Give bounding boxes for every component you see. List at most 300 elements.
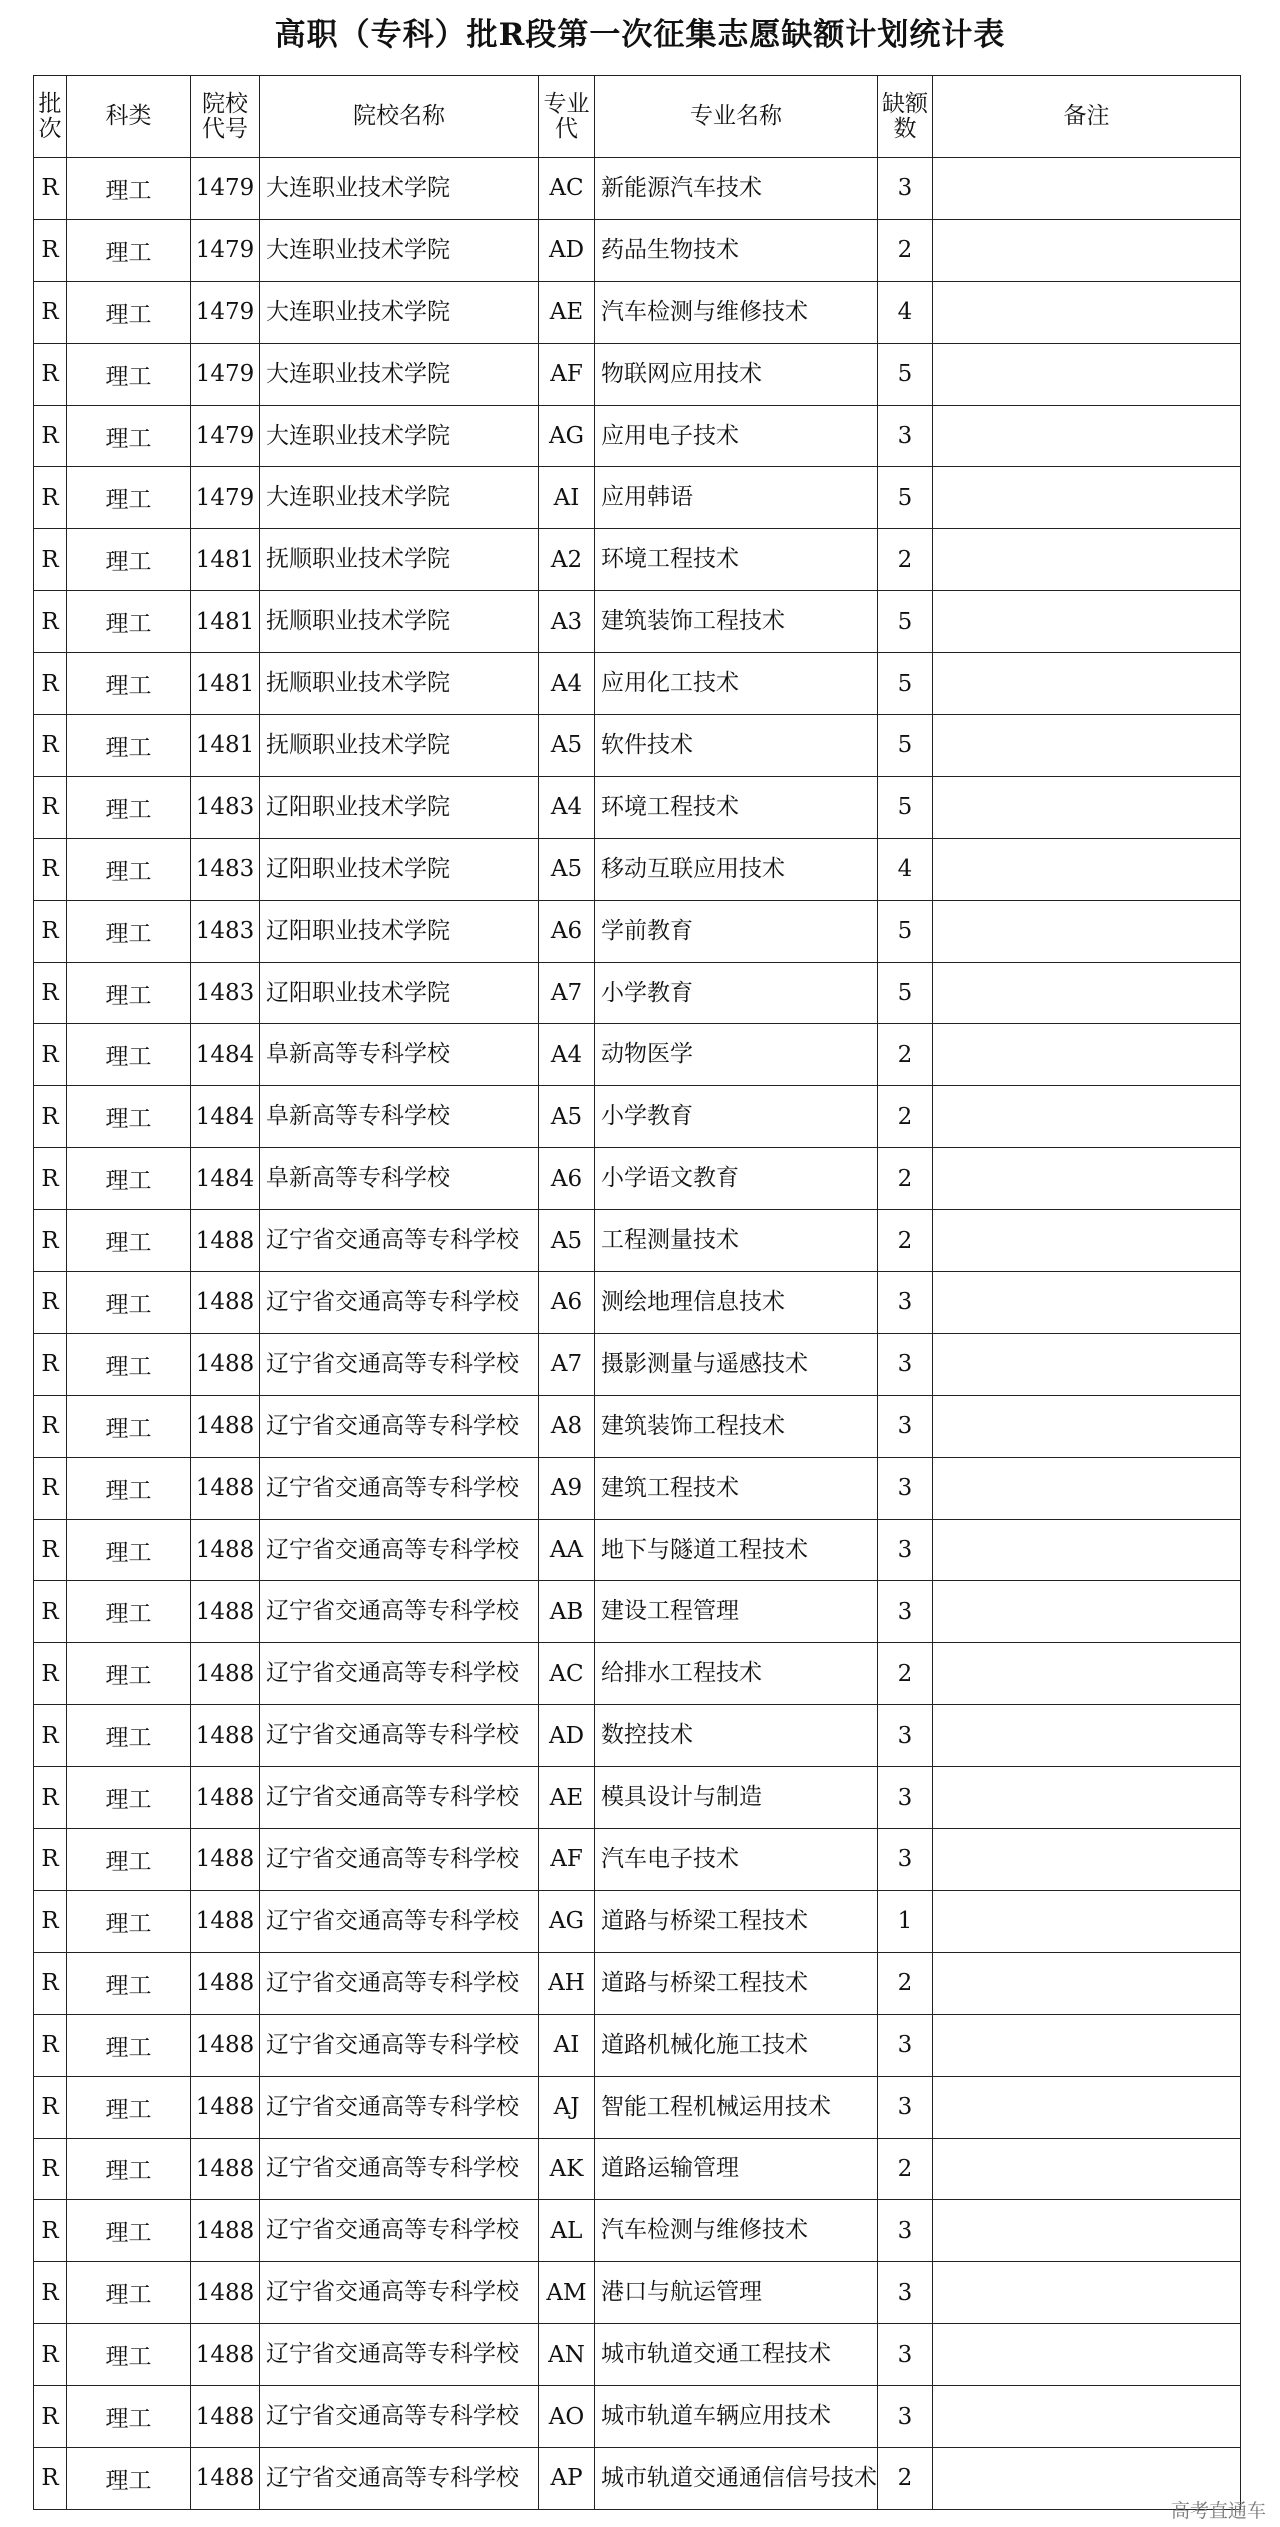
cell-school-code: 1479 (191, 281, 260, 343)
cell-major-code: AE (539, 1767, 595, 1829)
cell-school-name: 辽宁省交通高等专科学校 (260, 2138, 539, 2200)
cell-major-code: A4 (539, 1024, 595, 1086)
cell-major-code: A5 (539, 838, 595, 900)
cell-school-code: 1488 (191, 1395, 260, 1457)
cell-major-code: AD (539, 1705, 595, 1767)
cell-major-code: AA (539, 1519, 595, 1581)
table-row (34, 1148, 1241, 1210)
cell-school-code: 1488 (191, 1890, 260, 1952)
cell-school-code: 1488 (191, 1829, 260, 1891)
cell-vacancies: 2 (878, 1210, 933, 1272)
cell-batch: R (34, 962, 67, 1024)
table-row (34, 1705, 1241, 1767)
cell-category: 理工 (67, 1829, 191, 1891)
cell-major-name: 港口与航运管理 (595, 2262, 878, 2324)
cell-category: 理工 (67, 343, 191, 405)
cell-category: 理工 (67, 2447, 191, 2509)
cell-major-code: AF (539, 343, 595, 405)
cell-remarks (933, 2076, 1241, 2138)
cell-major-name: 小学语文教育 (595, 1148, 878, 1210)
cell-category: 理工 (67, 715, 191, 777)
cell-major-code: AE (539, 281, 595, 343)
cell-major-name: 学前教育 (595, 900, 878, 962)
table-row (34, 1767, 1241, 1829)
cell-school-code: 1488 (191, 1952, 260, 2014)
cell-category: 理工 (67, 1457, 191, 1519)
table-row (34, 2014, 1241, 2076)
cell-major-code: A7 (539, 1333, 595, 1395)
cell-category: 理工 (67, 2138, 191, 2200)
cell-major-name: 药品生物技术 (595, 219, 878, 281)
cell-school-code: 1483 (191, 962, 260, 1024)
cell-major-name: 工程测量技术 (595, 1210, 878, 1272)
cell-vacancies: 3 (878, 2200, 933, 2262)
table-row (34, 1395, 1241, 1457)
cell-batch: R (34, 776, 67, 838)
cell-batch: R (34, 529, 67, 591)
cell-major-code: AO (539, 2386, 595, 2448)
cell-remarks (933, 776, 1241, 838)
cell-major-code: A5 (539, 1210, 595, 1272)
cell-category: 理工 (67, 838, 191, 900)
cell-remarks (933, 405, 1241, 467)
cell-major-name: 移动互联应用技术 (595, 838, 878, 900)
cell-school-code: 1488 (191, 2200, 260, 2262)
cell-category: 理工 (67, 158, 191, 220)
cell-school-code: 1488 (191, 1705, 260, 1767)
cell-major-name: 城市轨道交通工程技术 (595, 2324, 878, 2386)
cell-major-name: 建筑工程技术 (595, 1457, 878, 1519)
cell-major-name: 摄影测量与遥感技术 (595, 1333, 878, 1395)
cell-batch: R (34, 1272, 67, 1334)
cell-remarks (933, 1086, 1241, 1148)
cell-vacancies: 3 (878, 1767, 933, 1829)
cell-school-code: 1488 (191, 2014, 260, 2076)
cell-remarks (933, 1395, 1241, 1457)
table-row (34, 1519, 1241, 1581)
header-remarks: 备注 (933, 76, 1241, 158)
cell-remarks (933, 1333, 1241, 1395)
cell-category: 理工 (67, 1952, 191, 2014)
cell-major-name: 智能工程机械运用技术 (595, 2076, 878, 2138)
cell-batch: R (34, 467, 67, 529)
cell-school-code: 1488 (191, 2386, 260, 2448)
cell-remarks (933, 1148, 1241, 1210)
cell-vacancies: 2 (878, 219, 933, 281)
cell-major-code: A7 (539, 962, 595, 1024)
cell-batch: R (34, 281, 67, 343)
cell-remarks (933, 715, 1241, 777)
cell-remarks (933, 219, 1241, 281)
cell-remarks (933, 2138, 1241, 2200)
table-row (34, 2386, 1241, 2448)
table-row (34, 838, 1241, 900)
cell-remarks (933, 653, 1241, 715)
table-row (34, 2262, 1241, 2324)
cell-vacancies: 2 (878, 1952, 933, 2014)
cell-school-code: 1488 (191, 1457, 260, 1519)
cell-major-code: AN (539, 2324, 595, 2386)
cell-school-code: 1484 (191, 1024, 260, 1086)
cell-batch: R (34, 1643, 67, 1705)
cell-remarks (933, 2262, 1241, 2324)
cell-remarks (933, 2200, 1241, 2262)
cell-category: 理工 (67, 1643, 191, 1705)
cell-category: 理工 (67, 1333, 191, 1395)
table-row (34, 2447, 1241, 2509)
watermark: 高考直通车 (1170, 2500, 1266, 2522)
cell-batch: R (34, 838, 67, 900)
cell-remarks (933, 1581, 1241, 1643)
cell-batch: R (34, 2076, 67, 2138)
cell-school-code: 1481 (191, 653, 260, 715)
cell-school-name: 辽宁省交通高等专科学校 (260, 2262, 539, 2324)
cell-major-code: A2 (539, 529, 595, 591)
cell-remarks (933, 343, 1241, 405)
cell-vacancies: 3 (878, 1272, 933, 1334)
header-school-code: 院校代号 (191, 76, 260, 158)
cell-category: 理工 (67, 1767, 191, 1829)
page-title: 高职（专科）批R段第一次征集志愿缺额计划统计表 (274, 17, 1006, 53)
cell-major-name: 应用电子技术 (595, 405, 878, 467)
header-batch: 批次 (34, 76, 67, 158)
cell-major-name: 小学教育 (595, 1086, 878, 1148)
cell-vacancies: 3 (878, 1395, 933, 1457)
cell-remarks (933, 281, 1241, 343)
table-row (34, 1952, 1241, 2014)
cell-vacancies: 1 (878, 1890, 933, 1952)
table-row (34, 1829, 1241, 1891)
cell-batch: R (34, 2324, 67, 2386)
cell-batch: R (34, 2447, 67, 2509)
cell-batch: R (34, 2386, 67, 2448)
cell-major-code: A6 (539, 1148, 595, 1210)
cell-school-name: 辽宁省交通高等专科学校 (260, 1829, 539, 1891)
cell-major-code: AJ (539, 2076, 595, 2138)
cell-batch: R (34, 715, 67, 777)
cell-major-name: 建设工程管理 (595, 1581, 878, 1643)
cell-school-name: 抚顺职业技术学院 (260, 715, 539, 777)
cell-major-code: A4 (539, 653, 595, 715)
cell-batch: R (34, 2262, 67, 2324)
cell-school-code: 1484 (191, 1086, 260, 1148)
cell-vacancies: 5 (878, 776, 933, 838)
cell-major-name: 汽车电子技术 (595, 1829, 878, 1891)
cell-school-name: 抚顺职业技术学院 (260, 591, 539, 653)
cell-school-code: 1488 (191, 1767, 260, 1829)
cell-remarks (933, 1210, 1241, 1272)
cell-remarks (933, 1519, 1241, 1581)
cell-major-name: 汽车检测与维修技术 (595, 2200, 878, 2262)
cell-category: 理工 (67, 900, 191, 962)
cell-major-name: 道路运输管理 (595, 2138, 878, 2200)
cell-school-name: 大连职业技术学院 (260, 158, 539, 220)
cell-school-name: 辽宁省交通高等专科学校 (260, 2324, 539, 2386)
cell-major-name: 建筑装饰工程技术 (595, 591, 878, 653)
cell-remarks (933, 1457, 1241, 1519)
cell-school-name: 辽宁省交通高等专科学校 (260, 1767, 539, 1829)
table-row (34, 1643, 1241, 1705)
cell-school-name: 辽阳职业技术学院 (260, 776, 539, 838)
cell-major-code: AL (539, 2200, 595, 2262)
table-row (34, 1333, 1241, 1395)
table-row (34, 2076, 1241, 2138)
cell-school-name: 辽宁省交通高等专科学校 (260, 2200, 539, 2262)
header-major-code: 专业代 (539, 76, 595, 158)
table-row (34, 591, 1241, 653)
table-row (34, 529, 1241, 591)
cell-major-name: 给排水工程技术 (595, 1643, 878, 1705)
cell-batch: R (34, 1705, 67, 1767)
cell-school-name: 辽阳职业技术学院 (260, 838, 539, 900)
cell-major-name: 道路与桥梁工程技术 (595, 1952, 878, 2014)
cell-major-name: 新能源汽车技术 (595, 158, 878, 220)
cell-major-name: 道路机械化施工技术 (595, 2014, 878, 2076)
cell-vacancies: 4 (878, 281, 933, 343)
cell-category: 理工 (67, 219, 191, 281)
cell-vacancies: 2 (878, 2447, 933, 2509)
cell-category: 理工 (67, 1210, 191, 1272)
table-row (34, 1890, 1241, 1952)
cell-vacancies: 2 (878, 2138, 933, 2200)
cell-category: 理工 (67, 776, 191, 838)
table-row (34, 219, 1241, 281)
cell-major-code: AH (539, 1952, 595, 2014)
cell-major-name: 建筑装饰工程技术 (595, 1395, 878, 1457)
cell-major-name: 测绘地理信息技术 (595, 1272, 878, 1334)
cell-school-name: 阜新高等专科学校 (260, 1148, 539, 1210)
cell-batch: R (34, 1767, 67, 1829)
cell-remarks (933, 2386, 1241, 2448)
cell-major-name: 软件技术 (595, 715, 878, 777)
cell-vacancies: 3 (878, 2076, 933, 2138)
cell-vacancies: 2 (878, 1086, 933, 1148)
cell-batch: R (34, 405, 67, 467)
cell-remarks (933, 1890, 1241, 1952)
cell-category: 理工 (67, 2262, 191, 2324)
cell-major-name: 环境工程技术 (595, 529, 878, 591)
table-row (34, 962, 1241, 1024)
cell-school-code: 1484 (191, 1148, 260, 1210)
cell-remarks (933, 529, 1241, 591)
cell-school-name: 阜新高等专科学校 (260, 1086, 539, 1148)
cell-school-name: 辽宁省交通高等专科学校 (260, 1952, 539, 2014)
cell-vacancies: 5 (878, 900, 933, 962)
cell-major-code: AK (539, 2138, 595, 2200)
cell-major-code: A8 (539, 1395, 595, 1457)
cell-school-name: 阜新高等专科学校 (260, 1024, 539, 1086)
cell-remarks (933, 1643, 1241, 1705)
cell-school-code: 1488 (191, 1519, 260, 1581)
cell-category: 理工 (67, 2386, 191, 2448)
cell-remarks (933, 1272, 1241, 1334)
cell-school-name: 辽宁省交通高等专科学校 (260, 1395, 539, 1457)
cell-category: 理工 (67, 1519, 191, 1581)
cell-school-code: 1483 (191, 900, 260, 962)
cell-major-code: A6 (539, 1272, 595, 1334)
cell-batch: R (34, 158, 67, 220)
cell-major-code: AB (539, 1581, 595, 1643)
cell-major-name: 动物医学 (595, 1024, 878, 1086)
cell-major-code: AF (539, 1829, 595, 1891)
cell-vacancies: 3 (878, 2262, 933, 2324)
cell-school-code: 1479 (191, 467, 260, 529)
cell-school-name: 大连职业技术学院 (260, 405, 539, 467)
cell-batch: R (34, 1148, 67, 1210)
cell-major-name: 小学教育 (595, 962, 878, 1024)
cell-major-code: A5 (539, 715, 595, 777)
cell-remarks (933, 1952, 1241, 2014)
cell-vacancies: 2 (878, 1148, 933, 1210)
cell-category: 理工 (67, 2324, 191, 2386)
cell-category: 理工 (67, 2076, 191, 2138)
cell-remarks (933, 1705, 1241, 1767)
table-row (34, 1581, 1241, 1643)
cell-batch: R (34, 1952, 67, 2014)
cell-school-name: 抚顺职业技术学院 (260, 529, 539, 591)
cell-major-name: 物联网应用技术 (595, 343, 878, 405)
table-row (34, 1086, 1241, 1148)
cell-category: 理工 (67, 591, 191, 653)
cell-batch: R (34, 2138, 67, 2200)
cell-remarks (933, 900, 1241, 962)
cell-major-name: 应用韩语 (595, 467, 878, 529)
cell-batch: R (34, 1890, 67, 1952)
cell-vacancies: 5 (878, 653, 933, 715)
cell-major-code: AC (539, 158, 595, 220)
cell-school-name: 辽宁省交通高等专科学校 (260, 1643, 539, 1705)
table-row (34, 158, 1241, 220)
cell-school-code: 1481 (191, 715, 260, 777)
cell-major-code: AG (539, 405, 595, 467)
cell-major-name: 模具设计与制造 (595, 1767, 878, 1829)
table-row (34, 715, 1241, 777)
cell-school-code: 1479 (191, 343, 260, 405)
cell-vacancies: 2 (878, 1643, 933, 1705)
header-school-name: 院校名称 (260, 76, 539, 158)
cell-school-name: 辽阳职业技术学院 (260, 900, 539, 962)
cell-major-code: A3 (539, 591, 595, 653)
cell-major-code: AD (539, 219, 595, 281)
cell-school-name: 大连职业技术学院 (260, 281, 539, 343)
table-row (34, 1272, 1241, 1334)
cell-school-name: 辽宁省交通高等专科学校 (260, 1519, 539, 1581)
cell-vacancies: 3 (878, 1333, 933, 1395)
cell-major-code: AI (539, 467, 595, 529)
cell-major-code: A6 (539, 900, 595, 962)
cell-school-name: 辽宁省交通高等专科学校 (260, 1457, 539, 1519)
cell-batch: R (34, 1210, 67, 1272)
cell-major-code: AI (539, 2014, 595, 2076)
cell-category: 理工 (67, 405, 191, 467)
cell-school-name: 辽阳职业技术学院 (260, 962, 539, 1024)
cell-category: 理工 (67, 2014, 191, 2076)
cell-major-name: 数控技术 (595, 1705, 878, 1767)
cell-vacancies: 3 (878, 158, 933, 220)
cell-category: 理工 (67, 1705, 191, 1767)
cell-school-code: 1479 (191, 405, 260, 467)
cell-major-code: AG (539, 1890, 595, 1952)
cell-school-name: 辽宁省交通高等专科学校 (260, 1210, 539, 1272)
cell-major-name: 城市轨道交通通信信号技术 (595, 2447, 878, 2509)
table-row (34, 405, 1241, 467)
vacancy-table (33, 75, 1241, 2510)
cell-category: 理工 (67, 281, 191, 343)
cell-school-code: 1479 (191, 219, 260, 281)
cell-school-code: 1483 (191, 776, 260, 838)
cell-school-code: 1488 (191, 1581, 260, 1643)
cell-major-name: 环境工程技术 (595, 776, 878, 838)
cell-batch: R (34, 1086, 67, 1148)
table-header-row (34, 76, 1241, 158)
cell-vacancies: 3 (878, 1581, 933, 1643)
cell-school-code: 1479 (191, 158, 260, 220)
cell-school-code: 1488 (191, 2076, 260, 2138)
cell-vacancies: 2 (878, 529, 933, 591)
cell-batch: R (34, 900, 67, 962)
table-row (34, 1457, 1241, 1519)
table-row (34, 2324, 1241, 2386)
cell-remarks (933, 1767, 1241, 1829)
table-row (34, 2200, 1241, 2262)
cell-major-code: A4 (539, 776, 595, 838)
cell-major-code: A5 (539, 1086, 595, 1148)
cell-remarks (933, 962, 1241, 1024)
cell-batch: R (34, 1395, 67, 1457)
cell-category: 理工 (67, 1148, 191, 1210)
cell-school-name: 辽宁省交通高等专科学校 (260, 2076, 539, 2138)
cell-major-code: AC (539, 1643, 595, 1705)
cell-school-name: 抚顺职业技术学院 (260, 653, 539, 715)
cell-school-name: 辽宁省交通高等专科学校 (260, 2447, 539, 2509)
cell-school-code: 1483 (191, 838, 260, 900)
cell-remarks (933, 1829, 1241, 1891)
cell-major-code: AM (539, 2262, 595, 2324)
cell-batch: R (34, 2200, 67, 2262)
table-row (34, 1210, 1241, 1272)
cell-batch: R (34, 1333, 67, 1395)
cell-category: 理工 (67, 529, 191, 591)
cell-school-code: 1488 (191, 1210, 260, 1272)
cell-major-code: A9 (539, 1457, 595, 1519)
cell-batch: R (34, 653, 67, 715)
cell-vacancies: 5 (878, 715, 933, 777)
cell-school-code: 1481 (191, 529, 260, 591)
cell-batch: R (34, 343, 67, 405)
cell-school-name: 大连职业技术学院 (260, 467, 539, 529)
cell-school-code: 1488 (191, 1333, 260, 1395)
cell-school-name: 辽宁省交通高等专科学校 (260, 1581, 539, 1643)
cell-remarks (933, 838, 1241, 900)
cell-category: 理工 (67, 2200, 191, 2262)
cell-category: 理工 (67, 467, 191, 529)
cell-batch: R (34, 1581, 67, 1643)
cell-school-code: 1488 (191, 2447, 260, 2509)
header-major-name: 专业名称 (595, 76, 878, 158)
cell-category: 理工 (67, 1395, 191, 1457)
cell-school-code: 1488 (191, 1643, 260, 1705)
cell-major-name: 汽车检测与维修技术 (595, 281, 878, 343)
cell-vacancies: 5 (878, 591, 933, 653)
cell-remarks (933, 158, 1241, 220)
cell-batch: R (34, 591, 67, 653)
cell-school-name: 辽宁省交通高等专科学校 (260, 1705, 539, 1767)
cell-category: 理工 (67, 1024, 191, 1086)
cell-school-name: 辽宁省交通高等专科学校 (260, 1333, 539, 1395)
cell-school-code: 1488 (191, 1272, 260, 1334)
cell-major-name: 地下与隧道工程技术 (595, 1519, 878, 1581)
cell-school-name: 辽宁省交通高等专科学校 (260, 2014, 539, 2076)
